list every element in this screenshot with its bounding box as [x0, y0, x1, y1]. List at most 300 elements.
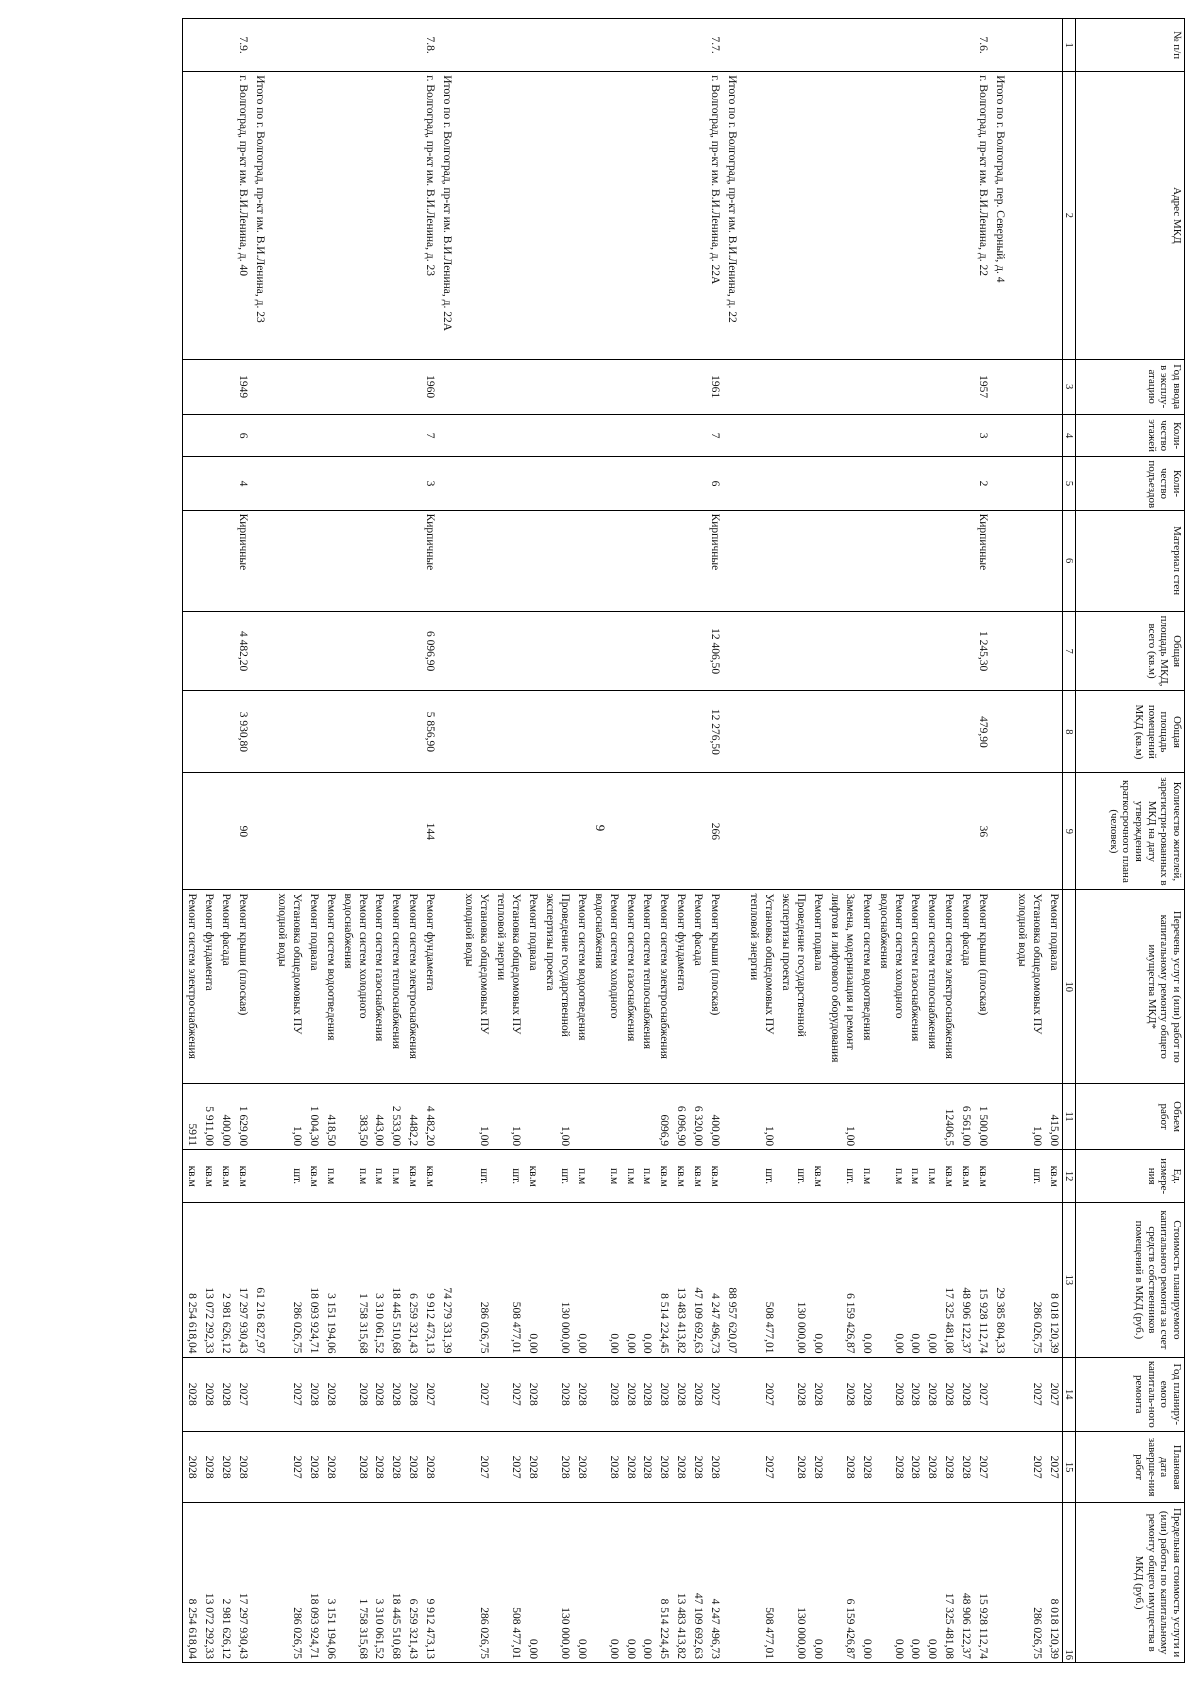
completion-year: 2028 [639, 1432, 656, 1503]
empty-cell [957, 19, 974, 72]
empty-cell [745, 72, 777, 359]
empty-cell [639, 414, 656, 457]
empty-cell [858, 691, 875, 773]
work-row [1013, 19, 1045, 1663]
year-built: 1960 [421, 359, 438, 414]
empty-cell [622, 359, 639, 414]
empty-cell [777, 773, 809, 890]
completion-year: 2028 [371, 1432, 388, 1503]
work-name: Ремонт крыши (плоская) [706, 890, 723, 1084]
empty-cell [907, 611, 924, 691]
work-unit: кв.м [305, 1150, 322, 1203]
empty-cell [924, 414, 941, 457]
work-name: Ремонт систем газоснабжения [622, 890, 639, 1084]
empty-cell [940, 691, 957, 773]
completion-year: 2028 [524, 1432, 541, 1503]
work-volume: 1,00 [460, 1084, 492, 1150]
wall-material: Кирпичные [234, 510, 251, 611]
work-cost: 0,00 [809, 1203, 826, 1357]
empty-cell [745, 19, 777, 72]
work-cost: 286 026,75 [460, 1203, 492, 1357]
empty-cell [404, 773, 421, 890]
total-cost: 74 279 331,39 [438, 1203, 460, 1357]
work-unit: п.м [858, 1150, 875, 1203]
repair-year: 2027 [234, 1357, 251, 1431]
work-cost: 130 000,00 [541, 1203, 573, 1357]
work-volume: 5911 [183, 1084, 200, 1150]
work-unit: кв.м [217, 1150, 234, 1203]
empty-cell [460, 691, 492, 773]
empty-cell [322, 359, 339, 414]
work-volume: 1,00 [492, 1084, 524, 1150]
empty-cell [305, 359, 322, 414]
empty-cell [777, 72, 809, 359]
empty-cell [590, 510, 622, 611]
empty-cell [745, 359, 777, 414]
work-unit: п.м [622, 1150, 639, 1203]
empty-cell [492, 19, 524, 72]
empty-cell [590, 414, 622, 457]
work-row [590, 19, 622, 1663]
repair-year: 2028 [689, 1357, 706, 1431]
work-name: Ремонт систем электроснабжения [656, 890, 673, 1084]
empty-cell [590, 359, 622, 414]
empty-cell [460, 359, 492, 414]
empty-cell [826, 414, 858, 457]
empty-cell [1045, 510, 1062, 611]
header-cell: № п/п [1076, 19, 1185, 72]
repair-year: 2028 [573, 1357, 590, 1431]
completion-year: 2028 [689, 1432, 706, 1503]
work-row [217, 19, 234, 1663]
repair-year: 2028 [809, 1357, 826, 1431]
empty-cell [745, 773, 777, 890]
empty-cell [273, 457, 305, 510]
work-name: Ремонт систем теплоснабжения [924, 890, 941, 1084]
limit-cost: 4 247 496,73 [706, 1503, 723, 1663]
work-row [371, 19, 388, 1663]
header-cell: Предельная стоимость услуги и (или) работы по капитальному ремонту общего имущества в МКД (руб.) [1076, 1503, 1185, 1663]
empty-cell [907, 19, 924, 72]
work-name: Ремонт систем электроснабжения [183, 890, 200, 1084]
work-unit: кв.м [524, 1150, 541, 1203]
limit-cost: 15 928 112,74 [974, 1503, 991, 1663]
empty-cell [404, 414, 421, 457]
empty-cell [273, 510, 305, 611]
building-row [421, 19, 438, 1663]
work-volume: 1,00 [541, 1084, 573, 1150]
work-volume [622, 1084, 639, 1150]
empty-cell [273, 773, 305, 890]
work-volume [809, 1084, 826, 1150]
limit-cost: 0,00 [858, 1503, 875, 1663]
empty-cell [639, 72, 656, 359]
header-cell: Общая площадь МКД, всего (кв.м) [1076, 611, 1185, 691]
empty-cell [339, 414, 371, 457]
empty-cell [991, 1084, 1013, 1150]
empty-cell [689, 359, 706, 414]
repair-year: 2027 [745, 1357, 777, 1431]
empty-cell [492, 457, 524, 510]
page-number: 9 [593, 824, 608, 832]
work-volume: 1,00 [273, 1084, 305, 1150]
limit-cost: 6 159 426,87 [826, 1503, 858, 1663]
empty-cell [573, 611, 590, 691]
empty-cell [305, 457, 322, 510]
work-cost: 18 445 510,68 [388, 1203, 405, 1357]
work-name: Установка общедомовых ПУ холодной воды [273, 890, 305, 1084]
column-number: 12 [1063, 1150, 1076, 1203]
work-row [322, 19, 339, 1663]
empty-cell [940, 359, 957, 414]
limit-cost: 6 259 321,43 [404, 1503, 421, 1663]
work-volume: 1,00 [745, 1084, 777, 1150]
building-row [234, 19, 251, 1663]
empty-cell [541, 457, 573, 510]
empty-cell [689, 510, 706, 611]
empty-cell [957, 691, 974, 773]
completion-year: 2027 [1045, 1432, 1062, 1503]
empty-cell [217, 773, 234, 890]
empty-cell [777, 611, 809, 691]
work-unit: п.м [907, 1150, 924, 1203]
completion-year: 2028 [573, 1432, 590, 1503]
work-cost: 13 483 413,82 [672, 1203, 689, 1357]
empty-cell [723, 1432, 745, 1503]
work-cost: 4 247 496,73 [706, 1203, 723, 1357]
limit-cost: 8 254 618,04 [183, 1503, 200, 1663]
work-row [689, 19, 706, 1663]
empty-cell [991, 1357, 1013, 1431]
completion-year: 2028 [622, 1432, 639, 1503]
empty-cell [524, 457, 541, 510]
work-name: Ремонт систем холодного водоснабжения [339, 890, 371, 1084]
work-volume: 12406,5 [940, 1084, 957, 1150]
empty-cell [200, 72, 217, 359]
empty-cell [639, 19, 656, 72]
empty-cell [371, 510, 388, 611]
empty-cell [460, 773, 492, 890]
work-volume: 5 911,00 [200, 1084, 217, 1150]
empty-cell [573, 359, 590, 414]
limit-cost: 8 018 120,39 [1045, 1503, 1062, 1663]
completion-year: 2027 [273, 1432, 305, 1503]
empty-cell [541, 19, 573, 72]
empty-cell [689, 691, 706, 773]
work-volume: 415,00 [1045, 1084, 1062, 1150]
entrances-count: 4 [234, 457, 251, 510]
empty-cell [672, 457, 689, 510]
empty-cell [991, 359, 1013, 414]
column-number: 7 [1063, 611, 1076, 691]
work-volume: 400,00 [217, 1084, 234, 1150]
work-cost: 9 912 473,13 [421, 1203, 438, 1357]
empty-cell [622, 510, 639, 611]
empty-cell [251, 890, 273, 1084]
repair-plan-table [182, 18, 1185, 1663]
empty-cell [404, 510, 421, 611]
work-cost: 0,00 [858, 1203, 875, 1357]
empty-cell [200, 510, 217, 611]
empty-cell [622, 457, 639, 510]
building-block [745, 19, 1062, 1663]
repair-year: 2028 [388, 1357, 405, 1431]
work-unit: кв.м [1045, 1150, 1062, 1203]
empty-cell [672, 414, 689, 457]
repair-plan-sheet [20, 18, 1185, 1663]
empty-cell [940, 510, 957, 611]
empty-cell [723, 1357, 745, 1431]
empty-cell [907, 510, 924, 611]
limit-cost: 17 325 481,08 [940, 1503, 957, 1663]
empty-cell [573, 72, 590, 359]
work-row [541, 19, 573, 1663]
empty-cell [1045, 359, 1062, 414]
empty-cell [200, 773, 217, 890]
empty-cell [573, 457, 590, 510]
work-name: Ремонт систем теплоснабжения [388, 890, 405, 1084]
empty-cell [183, 691, 200, 773]
work-volume: 4 482,20 [421, 1084, 438, 1150]
completion-year: 2028 [305, 1432, 322, 1503]
empty-cell [388, 611, 405, 691]
limit-cost: 508 477,01 [745, 1503, 777, 1663]
work-unit: кв.м [200, 1150, 217, 1203]
empty-cell [858, 611, 875, 691]
empty-cell [745, 691, 777, 773]
repair-year: 2028 [875, 1357, 907, 1431]
empty-cell [1045, 457, 1062, 510]
empty-cell [809, 19, 826, 72]
work-cost: 8 018 120,39 [1045, 1203, 1062, 1357]
empty-cell [183, 510, 200, 611]
empty-cell [826, 72, 858, 359]
limit-cost: 0,00 [524, 1503, 541, 1663]
building-block [460, 19, 745, 1663]
empty-cell [339, 19, 371, 72]
work-cost: 15 928 112,74 [974, 1203, 991, 1357]
work-unit: шт. [745, 1150, 777, 1203]
completion-year: 2028 [200, 1432, 217, 1503]
work-volume: 1,00 [826, 1084, 858, 1150]
work-cost: 508 477,01 [745, 1203, 777, 1357]
rooms-area: 479,90 [974, 691, 991, 773]
empty-cell [689, 457, 706, 510]
work-volume [639, 1084, 656, 1150]
empty-cell [622, 773, 639, 890]
empty-cell [924, 457, 941, 510]
work-row [957, 19, 974, 1663]
empty-cell [322, 691, 339, 773]
work-cost: 2 981 626,12 [217, 1203, 234, 1357]
empty-cell [251, 611, 273, 691]
column-number: 6 [1063, 510, 1076, 611]
work-cost: 0,00 [590, 1203, 622, 1357]
empty-cell [524, 414, 541, 457]
item-number: 7.7. [706, 19, 723, 72]
work-cost: 8 514 224,45 [656, 1203, 673, 1357]
limit-cost: 9 912 473,13 [421, 1503, 438, 1663]
empty-cell [723, 691, 745, 773]
empty-cell [200, 414, 217, 457]
work-unit: п.м [875, 1150, 907, 1203]
empty-cell [907, 457, 924, 510]
repair-year: 2027 [974, 1357, 991, 1431]
limit-cost: 508 477,01 [492, 1503, 524, 1663]
work-name: Ремонт систем холодного водоснабжения [875, 890, 907, 1084]
empty-cell [858, 773, 875, 890]
empty-cell [957, 611, 974, 691]
header-cell: Общая площадь помещений МКД (кв.м) [1076, 691, 1185, 773]
work-unit: кв.м [809, 1150, 826, 1203]
empty-cell [957, 773, 974, 890]
empty-cell [672, 72, 689, 359]
total-row [991, 19, 1013, 1663]
empty-cell [924, 611, 941, 691]
empty-cell [957, 414, 974, 457]
empty-cell [438, 1084, 460, 1150]
empty-cell [745, 457, 777, 510]
header-cell: Перечень услуг и (или) работ по капитальному ремонту общего имущества МКД* [1076, 890, 1185, 1084]
completion-year: 2028 [339, 1432, 371, 1503]
work-cost: 3 151 194,06 [322, 1203, 339, 1357]
empty-cell [672, 510, 689, 611]
completion-year: 2028 [541, 1432, 573, 1503]
empty-cell [305, 510, 322, 611]
building-address: г. Волгоград, пр-кт им. В.И.Ленина, д. 23 [421, 72, 438, 359]
work-cost: 286 026,75 [1013, 1203, 1045, 1357]
empty-cell [826, 19, 858, 72]
column-number: 13 [1063, 1203, 1076, 1357]
limit-cost: 47 109 692,63 [689, 1503, 706, 1663]
header-cell: Объем работ [1076, 1084, 1185, 1150]
empty-cell [541, 691, 573, 773]
empty-cell [541, 414, 573, 457]
empty-cell [200, 19, 217, 72]
entrances-count: 3 [421, 457, 438, 510]
column-number-row [1063, 19, 1076, 1663]
empty-cell [723, 457, 745, 510]
empty-cell [991, 611, 1013, 691]
work-volume [875, 1084, 907, 1150]
empty-cell [907, 773, 924, 890]
empty-cell [251, 1503, 273, 1663]
empty-cell [217, 19, 234, 72]
header-cell: Адрес МКД [1076, 72, 1185, 359]
header-cell: Ед. измере-ния [1076, 1150, 1185, 1203]
empty-cell [492, 691, 524, 773]
empty-cell [809, 773, 826, 890]
work-name: Ремонт фундамента [421, 890, 438, 1084]
empty-cell [404, 19, 421, 72]
empty-cell [858, 72, 875, 359]
empty-cell [656, 773, 673, 890]
building-block [273, 19, 460, 1663]
empty-cell [183, 773, 200, 890]
repair-year: 2028 [639, 1357, 656, 1431]
work-volume: 383,50 [339, 1084, 371, 1150]
empty-cell [573, 510, 590, 611]
empty-cell [404, 359, 421, 414]
empty-cell [940, 414, 957, 457]
limit-cost: 130 000,00 [541, 1503, 573, 1663]
work-cost: 6 159 426,87 [826, 1203, 858, 1357]
column-number: 3 [1063, 359, 1076, 414]
limit-cost: 0,00 [907, 1503, 924, 1663]
empty-cell [826, 510, 858, 611]
empty-cell [305, 72, 322, 359]
work-name: Установка общедомовых ПУ холодной воды [1013, 890, 1045, 1084]
empty-cell [924, 773, 941, 890]
work-volume: 6 561,00 [957, 1084, 974, 1150]
empty-cell [492, 414, 524, 457]
empty-cell [217, 359, 234, 414]
total-row [723, 19, 745, 1663]
empty-cell [217, 414, 234, 457]
empty-cell [305, 691, 322, 773]
empty-cell [590, 19, 622, 72]
residents-count: 90 [234, 773, 251, 890]
empty-cell [940, 72, 957, 359]
empty-cell [524, 691, 541, 773]
empty-cell [339, 510, 371, 611]
limit-cost: 13 072 292,33 [200, 1503, 217, 1663]
empty-cell [809, 457, 826, 510]
empty-cell [492, 510, 524, 611]
empty-cell [322, 457, 339, 510]
work-row [622, 19, 639, 1663]
empty-cell [723, 611, 745, 691]
empty-cell [371, 611, 388, 691]
year-built: 1961 [706, 359, 723, 414]
empty-cell [371, 414, 388, 457]
work-name: Установка общедомовых ПУ холодной воды [460, 890, 492, 1084]
empty-cell [639, 510, 656, 611]
work-cost: 17 297 930,43 [234, 1203, 251, 1357]
empty-cell [957, 72, 974, 359]
repair-year: 2028 [672, 1357, 689, 1431]
limit-cost: 13 483 413,82 [672, 1503, 689, 1663]
work-row [404, 19, 421, 1663]
repair-year: 2028 [322, 1357, 339, 1431]
completion-year: 2028 [706, 1432, 723, 1503]
work-name: Ремонт подвала [809, 890, 826, 1084]
empty-cell [858, 510, 875, 611]
empty-cell [689, 773, 706, 890]
empty-cell [777, 691, 809, 773]
work-row [656, 19, 673, 1663]
empty-cell [438, 359, 460, 414]
empty-cell [723, 1084, 745, 1150]
empty-cell [388, 414, 405, 457]
repair-year: 2028 [924, 1357, 941, 1431]
completion-year: 2028 [388, 1432, 405, 1503]
work-cost: 47 109 692,63 [689, 1203, 706, 1357]
column-number: 16 [1063, 1503, 1076, 1663]
header-cell: Год ввода в эксплу-атацию [1076, 359, 1185, 414]
work-unit: кв.м [940, 1150, 957, 1203]
work-row [907, 19, 924, 1663]
limit-cost: 18 093 924,71 [305, 1503, 322, 1663]
empty-cell [875, 510, 907, 611]
empty-cell [438, 691, 460, 773]
empty-cell [1013, 691, 1045, 773]
limit-cost: 0,00 [573, 1503, 590, 1663]
empty-cell [590, 72, 622, 359]
empty-cell [590, 457, 622, 510]
empty-cell [183, 19, 200, 72]
completion-year: 2028 [858, 1432, 875, 1503]
